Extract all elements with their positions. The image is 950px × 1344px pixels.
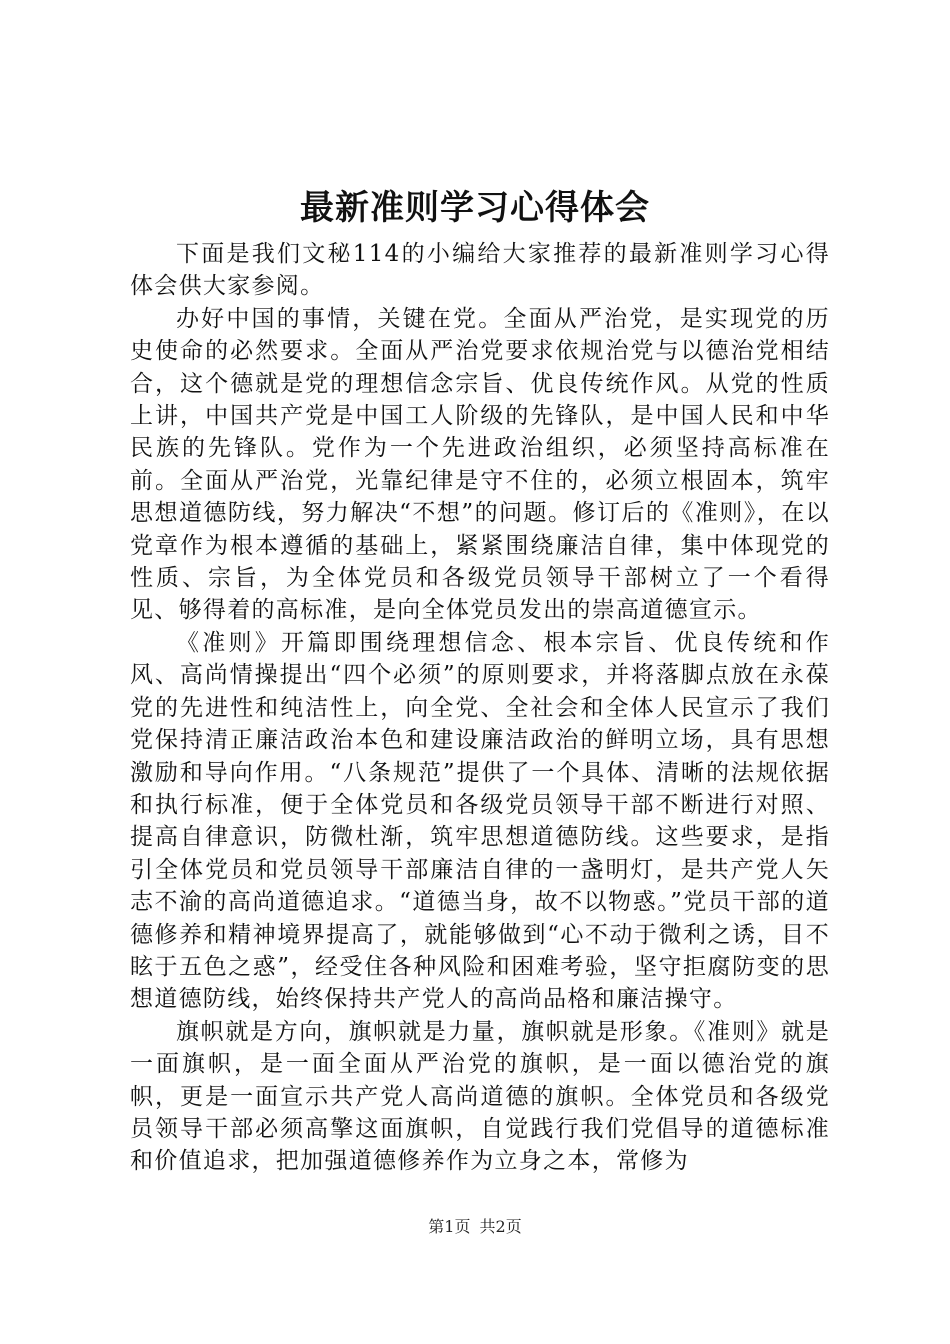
document-title: 最新准则学习心得体会 — [300, 188, 650, 228]
paragraph-intro: 下面是我们文秘114的小编给大家推荐的最新准则学习心得体会供大家参阅。 — [130, 241, 830, 300]
document-body — [130, 238, 830, 1178]
current-page-number: 第1页 — [428, 1217, 471, 1236]
total-page-count: 共2页 — [479, 1217, 522, 1236]
paragraph-banner: 旗帜就是方向，旗帜就是力量，旗帜就是形象。《准则》就是一面旗帜，是一面全面从严治党的旗帜，是一面以德治党的旗帜，更是一面宣示共产党人高尚道德的旗帜。全体党员和各级党员领导干部必须高擎这面旗帜，自觉践行我们党倡导的道德标准和价值追求，把加强道德修养作为立身之本，常修为 — [130, 1018, 830, 1175]
paragraph-party-governance: 办好中国的事情，关键在党。全面从严治党，是实现党的历史使命的必然要求。全面从严治党要求依规治党与以德治党相结合，这个德就是党的理想信念宗旨、优良传统作风。从党的性质上讲，中国共产党是中国工人阶级的先锋队，是中国人民和中华民族的先锋队。党作为一个先进政治组织，必须坚持高标准在前。全面从严治党，光靠纪律是守不住的，必须立根固本，筑牢思想道德防线，努力解决“不想”的问题。修订后的《准则》，在以党章作为根本遵循的基础上，紧紧围绕廉洁自律，集中体现党的性质、宗旨，为全体党员和各级党员领导干部树立了一个看得见、够得着的高标准，是向全体党员发出的崇高道德宣示。 — [130, 305, 830, 624]
paragraph-four-musts: 《准则》开篇即围绕理想信念、根本宗旨、优良传统和作风、高尚情操提出“四个必须”的原则要求，并将落脚点放在永葆党的先进性和纯洁性上，向全党、全社会和全体人民宣示了我们党保持清正廉洁政治本色和建设廉洁政治的鲜明立场，具有思想激励和导向作用。“八条规范”提供了一个具体、清晰的法规依据和执行标准，便于全体党员和各级党员领导干部不断进行对照、提高自律意识，防微杜渐，筑牢思想道德防线。这些要求，是指引全体党员和党员领导干部廉洁自律的一盏明灯，是共产党人矢志不渝的高尚道德追求。“道德当身，故不以物惑。”党员干部的道德修养和精神境界提高了，就能够做到“心不动于微利之诱，目不眩于五色之惑”，经受住各种风险和困难考验，坚守拒腐防变的思想道德防线，始终保持共产党人的高尚品格和廉洁操守。 — [130, 629, 830, 1013]
page-footer — [0, 1216, 950, 1238]
